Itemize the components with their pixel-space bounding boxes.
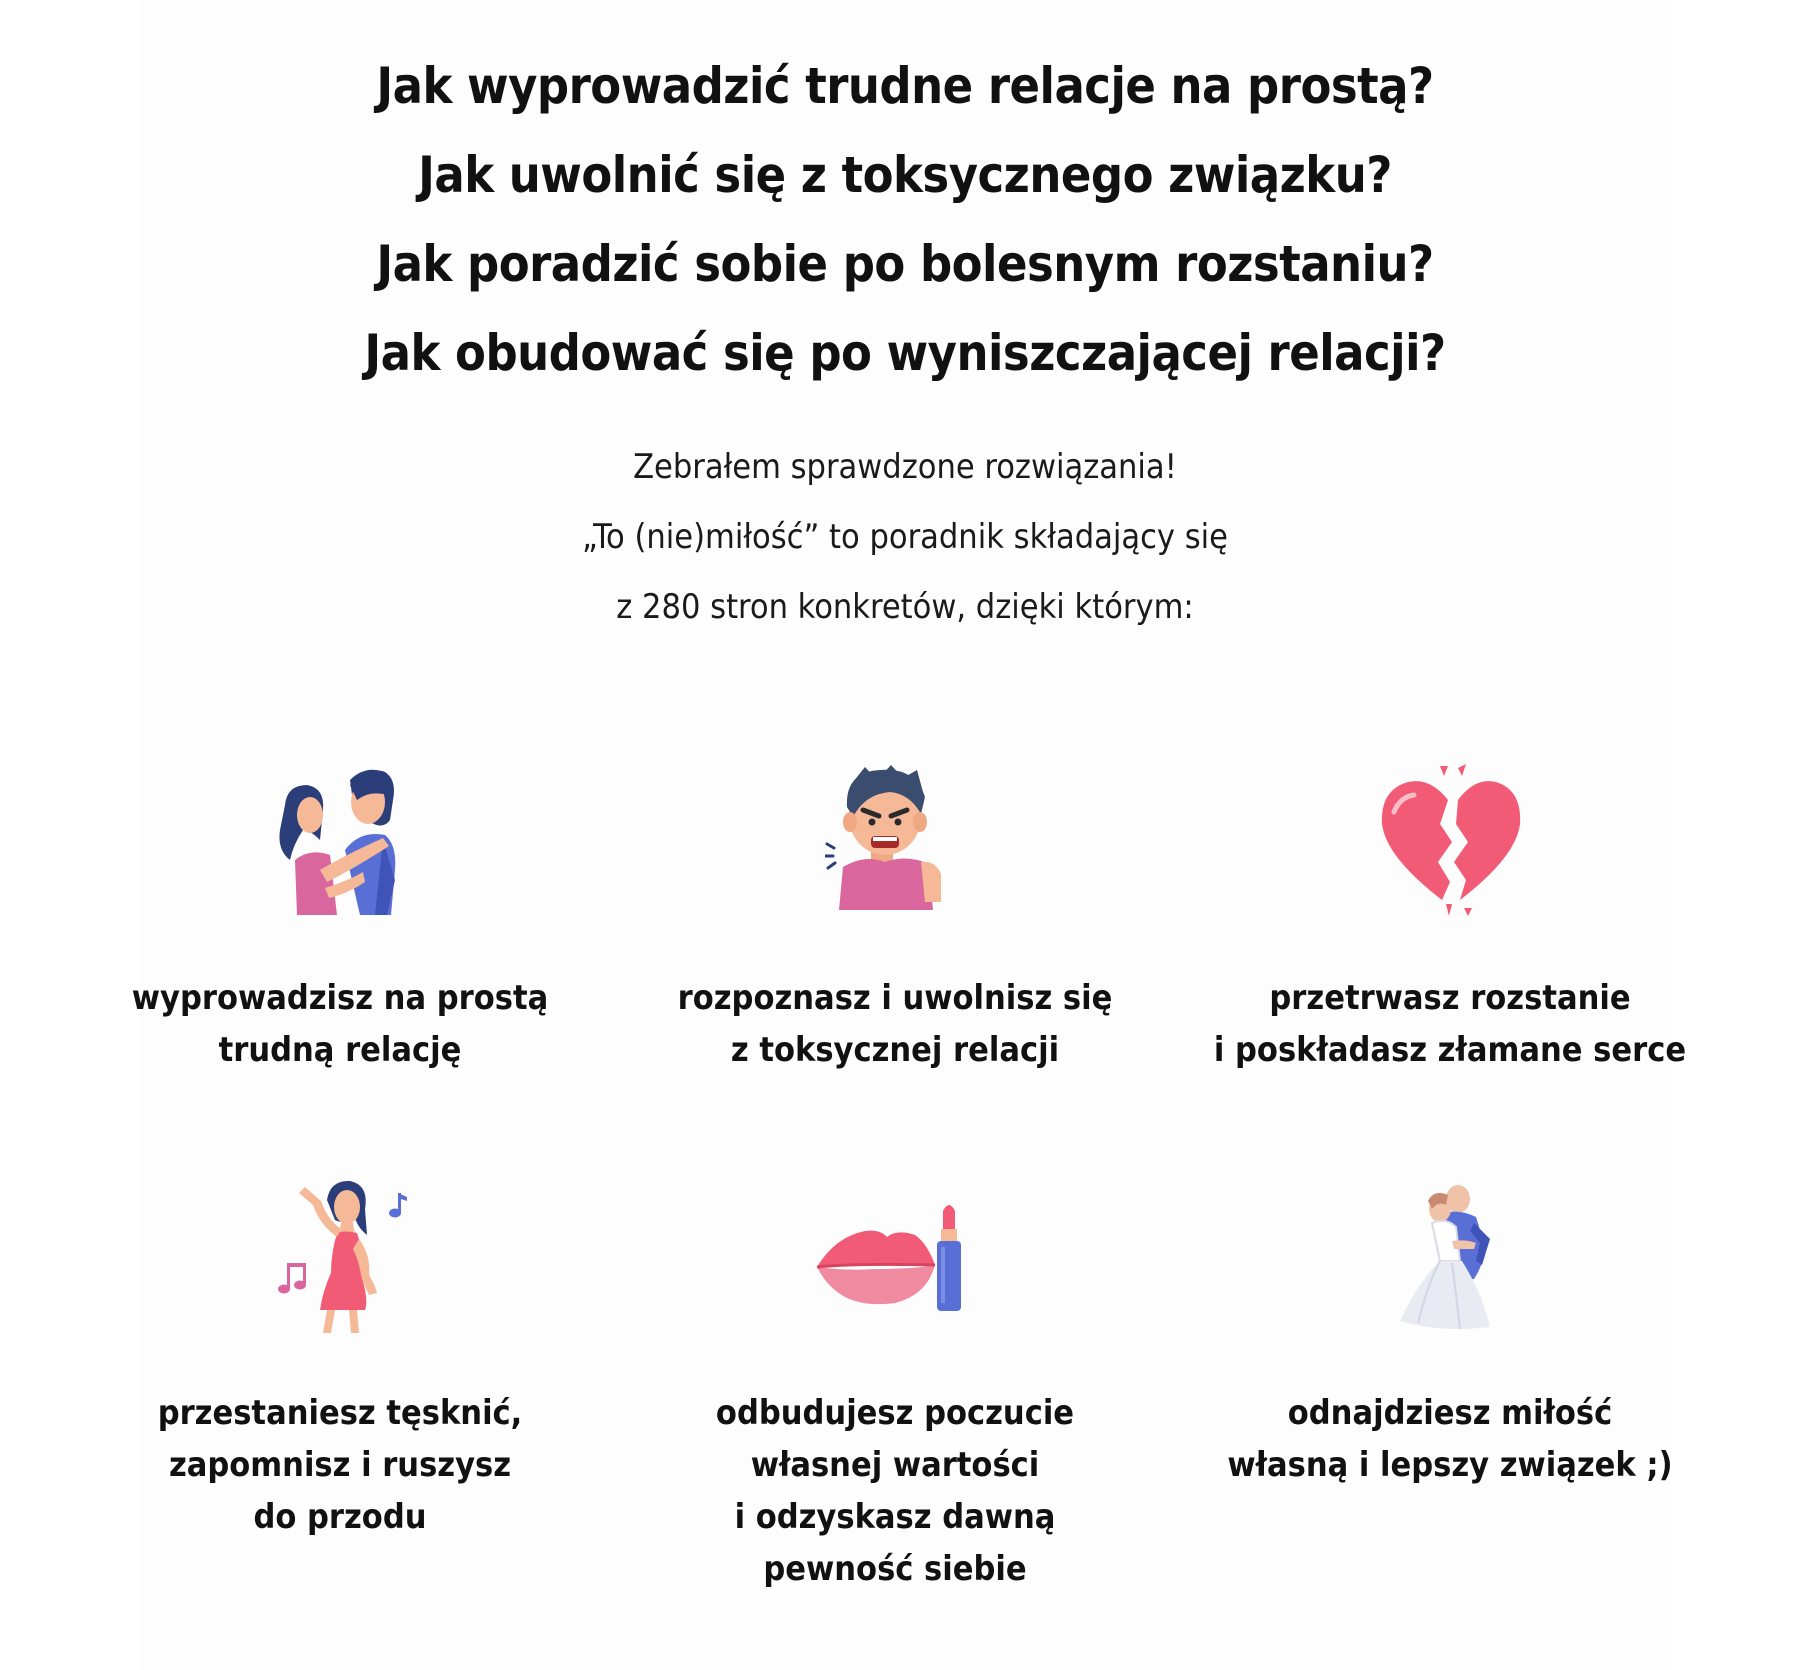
question-4: Jak obudować się po wyniszczającej relacji? — [364, 324, 1446, 382]
wedding-couple-icon — [1390, 1183, 1510, 1333]
benefit-1-line-2: trudną relację — [218, 1030, 462, 1070]
benefit-5-line-3: i odzyskasz dawną — [734, 1497, 1056, 1537]
benefit-item-4 — [60, 1175, 620, 1335]
question-2: Jak uwolnić się z toksycznego związku? — [418, 146, 1392, 204]
benefit-4-line-1: przestaniesz tęsknić, — [157, 1393, 523, 1433]
benefit-3-line-1: przetrwasz rozstanie — [1269, 978, 1631, 1018]
benefit-1-line-1: wyprowadzisz na prostą — [131, 978, 549, 1018]
angry-man-icon — [825, 762, 965, 912]
benefit-item-5 — [615, 1195, 1175, 1315]
intro-line-1: Zebrałem sprawdzone rozwiązania! — [633, 447, 1177, 487]
benefit-5-line-2: własnej wartości — [750, 1445, 1040, 1485]
benefit-3-line-2: i poskładasz złamane serce — [1213, 1030, 1687, 1070]
kissing-couple-icon — [265, 760, 415, 920]
benefit-2-line-2: z toksycznej relacji — [730, 1030, 1060, 1070]
broken-heart-icon — [1370, 762, 1530, 922]
benefit-caption-5 — [615, 1387, 1175, 1595]
benefit-5-line-4: pewność siebie — [763, 1549, 1027, 1589]
benefit-caption-3 — [1170, 972, 1730, 1076]
lips-lipstick-icon — [815, 1195, 975, 1315]
benefit-6-line-1: odnajdziesz miłość — [1287, 1393, 1613, 1433]
benefit-2-line-1: rozpoznasz i uwolnisz się — [677, 978, 1113, 1018]
intro-line-2: „To (nie)miłość” to poradnik składający się — [581, 517, 1229, 557]
benefit-item-1 — [60, 760, 620, 920]
benefit-item-6 — [1170, 1183, 1730, 1333]
benefit-6-line-2: własną i lepszy związek ;) — [1227, 1445, 1673, 1485]
benefit-caption-6 — [1170, 1387, 1730, 1491]
benefit-4-line-2: zapomnisz i ruszysz — [168, 1445, 512, 1485]
question-3: Jak poradzić sobie po bolesnym rozstaniu? — [376, 235, 1434, 293]
benefit-item-3 — [1170, 762, 1730, 922]
benefit-4-line-3: do przodu — [253, 1497, 427, 1537]
intro-line-3: z 280 stron konkretów, dzięki którym: — [616, 587, 1194, 627]
benefit-caption-2 — [615, 972, 1175, 1076]
benefit-item-2 — [615, 762, 1175, 912]
benefit-caption-4 — [60, 1387, 620, 1543]
question-1: Jak wyprowadzić trudne relacje na prostą? — [376, 57, 1434, 115]
benefit-caption-1 — [60, 972, 620, 1076]
dancing-woman-icon — [265, 1175, 415, 1335]
benefit-5-line-1: odbudujesz poczucie — [715, 1393, 1075, 1433]
